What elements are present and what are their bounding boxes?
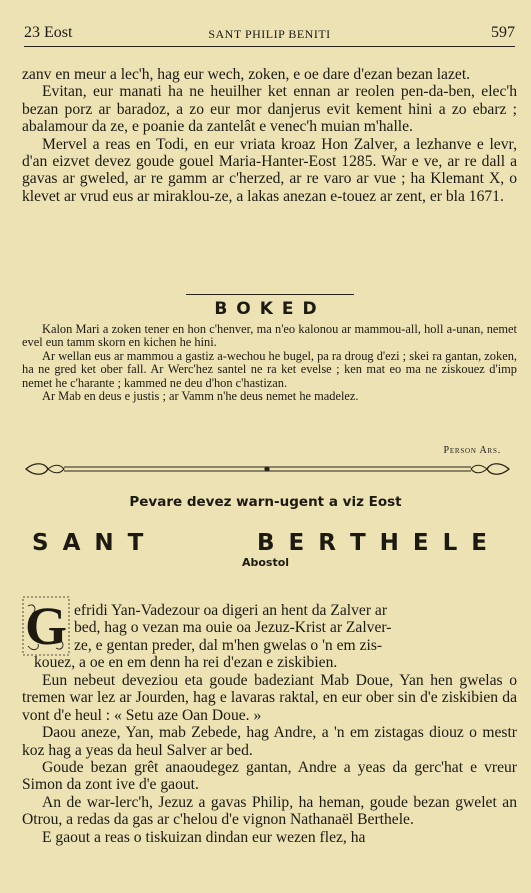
- text-line: bed, hag o vezan ma ouie oa Jezuz-Krist ar Zalver-: [74, 619, 392, 637]
- saint-subtitle: Abostol: [241, 556, 290, 569]
- page-header: [24, 24, 515, 47]
- title-letter: K: [259, 299, 273, 319]
- title-letter: E: [412, 530, 429, 556]
- quote-signature: Person Ars.: [443, 445, 501, 456]
- title-letter: N: [94, 530, 114, 556]
- title-letter: E: [471, 530, 487, 556]
- saint-title-word-sant: [32, 530, 143, 556]
- paragraph: Evitan, eur manati ha ne heuilher ket ennan ar reolen pen-da-ben, elec'h bezan porz ar baradoz, a zo eur mor danjerus evit kement hini a zo ebarz ; abalamour da ze, e poanie da zantelât e venec'h muian m'halle.: [22, 83, 517, 136]
- bottom-text-block: [22, 672, 517, 846]
- boked-title: [0, 299, 531, 319]
- paragraph: E gaout a reas o tiskuizan dindan eur wezen flez, ha: [42, 828, 366, 846]
- title-letter: A: [62, 530, 81, 556]
- title-letter: T: [349, 530, 366, 556]
- text-line: efridi Yan-Vadezour oa digeri an hent da Zalver ar: [74, 602, 388, 619]
- paragraph: Ar Mab en deus e justis ; ar Vamm n'he deus nemet he madelez.: [42, 389, 359, 404]
- paragraph: Kalon Mari a zoken tener en hon c'henver, ma n'eo kalonou ar mammou-all, holl a-unan, nemet evel eun tamm skorn en kichen he hini.: [22, 322, 517, 350]
- paragraph: zanv en meur a lec'h, hag eur wech, zoken, e oe dare d'ezan bezan lazet.: [22, 66, 471, 83]
- title-letter: B: [214, 299, 228, 319]
- drop-cap-last-line: [34, 654, 517, 671]
- paragraph: Daou aneze, Yan, mab Zebede, hag Andre, a 'n em zistagas diouz o mestr koz hag a yeas da heul Salver ar bed.: [22, 724, 517, 759]
- title-letter: R: [318, 530, 336, 556]
- boked-text-block: [22, 323, 517, 403]
- title-letter: B: [256, 530, 275, 556]
- title-letter: E: [288, 530, 305, 556]
- header-running-title: SANT PHILIP BENITI: [208, 27, 331, 41]
- feast-date-subtitle: Pevare devez warn-ugent a viz Eost: [129, 494, 402, 510]
- drop-cap-letter: G: [24, 596, 68, 656]
- ornamental-divider-icon: [20, 461, 515, 477]
- text-line: ze, e gentan preder, dal m'hen gwelas o 'n em zis-: [74, 636, 383, 654]
- drop-cap-lines: [74, 602, 517, 654]
- title-letter: T: [127, 530, 144, 556]
- header-date: 23 Eost: [24, 24, 73, 41]
- page-number: 597: [491, 24, 515, 41]
- paragraph: Mervel a reas en Todi, en eur vriata kroaz Hon Zalver, a lezhanve e levr, d'an eizvet devez goude gouel Maria-Hanter-Eost 1285. War e ve, ar re dall a gavas ar gweled, ar re gamm ar c'herzed, ar re varo ar vue ; ha Klemant X, o klevet ar vrud eus ar miraklou-ze, a lakas anezan e-touez ar zent, er bla 1671.: [22, 135, 517, 205]
- title-letter: E: [281, 299, 294, 319]
- title-letter: L: [442, 530, 458, 556]
- paragraph: Goude bezan grêt anaoudegez gantan, Andre a yeas da gerc'hat e vreur Simon da zont ive d'e gaout.: [22, 759, 517, 794]
- saint-title-word-berthele: [257, 530, 487, 556]
- paragraph: Eun nebeut deveziou eta goude badeziant Mab Doue, Yan hen gwelas o tremen war lez ar Jourden, hag e lavaras raktal, en eur ober sin d'e ziskibien da vont d'e heul : « Setu aze Oan Doue. »: [22, 672, 517, 724]
- section-divider: [186, 294, 354, 295]
- title-letter: O: [236, 299, 251, 319]
- paragraph: Ar wellan eus ar mammou a gastiz a-wechou he bugel, pa ra droug d'ezi ; skei ra gantan, zoken, ha ne gred ket ober fall. Ar Werc'hez santel ne ra ket evelse ; ken mat eo ma ne ziskouez d'imp nemet he c'harante ; kammed ne deu d'hon c'hastizan.: [22, 348, 517, 390]
- title-letter: D: [302, 299, 317, 319]
- text-line: kouez, a oe en em denn ha rei d'ezan e ziskibien.: [34, 654, 338, 671]
- top-text-block: [22, 66, 517, 205]
- title-letter: S: [32, 530, 49, 556]
- title-letter: H: [379, 530, 399, 556]
- decorated-drop-cap: [22, 596, 70, 656]
- saint-title: [32, 530, 487, 556]
- paragraph: An de war-lerc'h, Jezuz a gavas Philip, ha heman, goude bezan gwelet an Otrou, a redas da gas ar c'helou d'e vignon Nathanaël Berthele.: [22, 793, 517, 829]
